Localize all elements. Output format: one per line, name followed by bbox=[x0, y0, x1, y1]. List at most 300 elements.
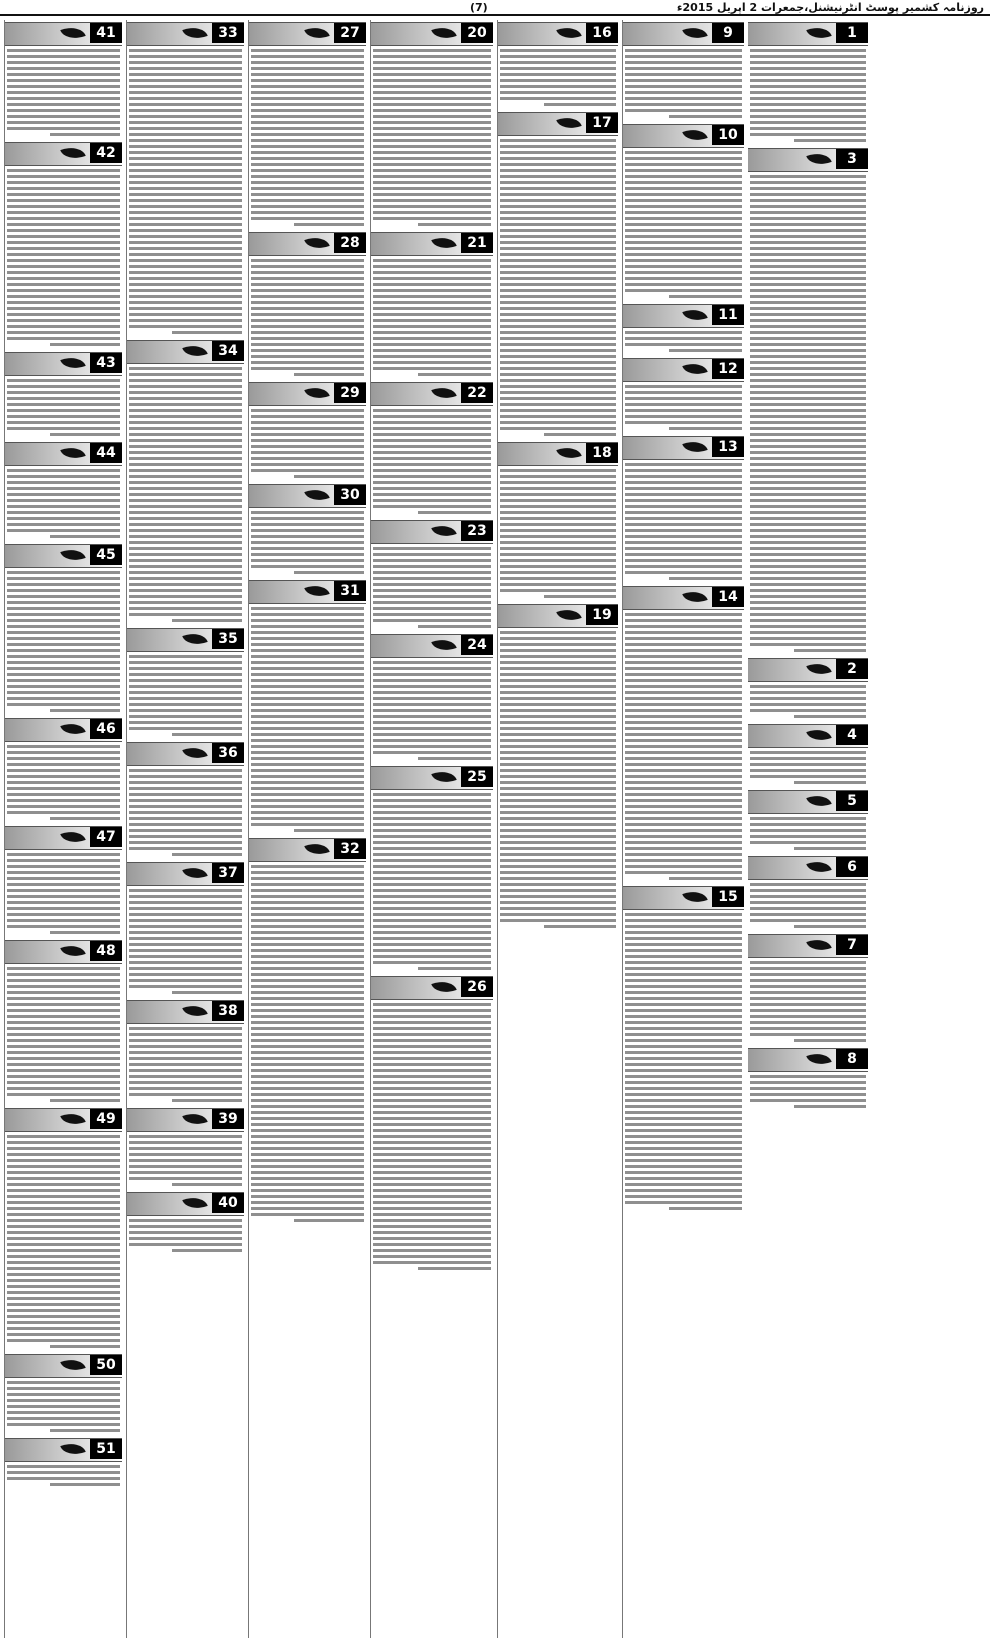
text-line bbox=[7, 1405, 120, 1408]
text-line bbox=[129, 91, 242, 94]
text-line bbox=[50, 1483, 120, 1486]
text-line bbox=[625, 805, 742, 808]
text-line bbox=[129, 847, 242, 850]
text-line bbox=[625, 787, 742, 790]
text-line bbox=[500, 505, 616, 508]
text-line bbox=[129, 319, 242, 322]
text-line bbox=[251, 1093, 364, 1096]
text-line bbox=[373, 811, 491, 814]
text-line bbox=[500, 271, 616, 274]
text-line bbox=[129, 529, 242, 532]
text-line bbox=[373, 805, 491, 808]
text-line bbox=[625, 475, 742, 478]
text-line bbox=[294, 373, 364, 376]
text-line bbox=[294, 829, 364, 832]
text-line bbox=[7, 619, 120, 622]
news-item bbox=[249, 232, 366, 376]
text-line bbox=[373, 271, 491, 274]
text-line bbox=[251, 565, 364, 568]
text-line bbox=[750, 613, 866, 616]
item-number: 21 bbox=[461, 233, 493, 253]
text-line bbox=[625, 811, 742, 814]
text-line bbox=[625, 67, 742, 70]
text-line bbox=[373, 73, 491, 76]
text-line bbox=[373, 835, 491, 838]
text-line bbox=[625, 757, 742, 760]
text-line bbox=[7, 469, 120, 472]
item-body-text bbox=[127, 769, 244, 856]
text-line bbox=[750, 49, 866, 52]
text-line bbox=[625, 853, 742, 856]
text-line bbox=[750, 895, 866, 898]
text-line bbox=[373, 961, 491, 964]
item-number: 47 bbox=[90, 827, 122, 847]
text-line bbox=[669, 877, 742, 880]
text-line bbox=[7, 913, 120, 916]
text-line bbox=[750, 763, 866, 766]
text-line bbox=[7, 259, 120, 262]
item-number: 16 bbox=[586, 23, 618, 43]
text-line bbox=[500, 631, 616, 634]
text-line bbox=[251, 511, 364, 514]
text-line bbox=[373, 115, 491, 118]
text-line bbox=[7, 673, 120, 676]
text-line bbox=[129, 511, 242, 514]
leaf-icon bbox=[806, 857, 831, 878]
text-line bbox=[750, 265, 866, 268]
text-line bbox=[129, 817, 242, 820]
text-line bbox=[373, 889, 491, 892]
text-line bbox=[373, 217, 491, 220]
text-line bbox=[129, 685, 242, 688]
text-line bbox=[373, 751, 491, 754]
text-line bbox=[625, 1129, 742, 1132]
text-line bbox=[7, 1219, 120, 1222]
item-number: 45 bbox=[90, 545, 122, 565]
text-line bbox=[750, 637, 866, 640]
text-line bbox=[7, 667, 120, 670]
text-line bbox=[373, 85, 491, 88]
text-line bbox=[418, 373, 491, 376]
text-line bbox=[625, 1111, 742, 1114]
text-line bbox=[373, 133, 491, 136]
text-line bbox=[251, 271, 364, 274]
text-line bbox=[251, 457, 364, 460]
item-number: 39 bbox=[212, 1109, 244, 1129]
text-line bbox=[625, 1003, 742, 1006]
text-line bbox=[172, 1249, 242, 1252]
text-line bbox=[625, 919, 742, 922]
text-line bbox=[500, 919, 616, 922]
item-header-bar bbox=[748, 22, 868, 46]
text-line bbox=[251, 451, 364, 454]
text-line bbox=[251, 925, 364, 928]
text-line bbox=[373, 1075, 491, 1078]
text-line bbox=[500, 277, 616, 280]
text-line bbox=[7, 967, 120, 970]
leaf-icon bbox=[431, 977, 456, 998]
text-line bbox=[373, 571, 491, 574]
text-line bbox=[373, 841, 491, 844]
text-line bbox=[500, 901, 616, 904]
text-line bbox=[129, 49, 242, 52]
item-number: 17 bbox=[586, 113, 618, 133]
text-line bbox=[129, 1219, 242, 1222]
item-number: 48 bbox=[90, 941, 122, 961]
text-line bbox=[750, 1021, 866, 1024]
text-line bbox=[500, 811, 616, 814]
text-line bbox=[251, 1081, 364, 1084]
text-line bbox=[129, 1045, 242, 1048]
item-body-text bbox=[5, 571, 122, 712]
text-line bbox=[625, 781, 742, 784]
text-line bbox=[129, 517, 242, 520]
text-line bbox=[7, 979, 120, 982]
news-item bbox=[5, 1354, 122, 1432]
text-line bbox=[750, 577, 866, 580]
text-line bbox=[750, 607, 866, 610]
text-line bbox=[794, 781, 866, 784]
text-line bbox=[500, 787, 616, 790]
text-line bbox=[373, 199, 491, 202]
text-line bbox=[625, 859, 742, 862]
text-line bbox=[750, 997, 866, 1000]
text-line bbox=[251, 307, 364, 310]
text-line bbox=[7, 631, 120, 634]
text-line bbox=[500, 889, 616, 892]
text-line bbox=[7, 661, 120, 664]
text-line bbox=[625, 391, 742, 394]
text-line bbox=[750, 685, 866, 688]
text-line bbox=[625, 1117, 742, 1120]
item-body-text bbox=[748, 961, 868, 1042]
news-item bbox=[623, 886, 744, 1210]
text-line bbox=[373, 127, 491, 130]
text-line bbox=[7, 685, 120, 688]
text-line bbox=[129, 163, 242, 166]
text-line bbox=[129, 1063, 242, 1066]
text-line bbox=[373, 1201, 491, 1204]
text-line bbox=[373, 877, 491, 880]
text-line bbox=[129, 823, 242, 826]
text-line bbox=[7, 1147, 120, 1150]
leaf-icon bbox=[806, 791, 831, 812]
news-column bbox=[622, 20, 744, 1638]
text-line bbox=[7, 313, 120, 316]
text-line bbox=[7, 1261, 120, 1264]
text-line bbox=[750, 115, 866, 118]
text-line bbox=[500, 739, 616, 742]
text-line bbox=[129, 709, 242, 712]
text-line bbox=[373, 313, 491, 316]
text-line bbox=[750, 625, 866, 628]
text-line bbox=[750, 1081, 866, 1084]
text-line bbox=[129, 85, 242, 88]
text-line bbox=[7, 583, 120, 586]
text-line bbox=[7, 895, 120, 898]
text-line bbox=[750, 223, 866, 226]
item-number: 42 bbox=[90, 143, 122, 163]
text-line bbox=[251, 295, 364, 298]
text-line bbox=[625, 943, 742, 946]
text-line bbox=[251, 661, 364, 664]
text-line bbox=[251, 517, 364, 520]
text-line bbox=[373, 1069, 491, 1072]
text-line bbox=[500, 565, 616, 568]
text-line bbox=[373, 865, 491, 868]
text-line bbox=[129, 397, 242, 400]
text-line bbox=[7, 973, 120, 976]
news-item bbox=[371, 22, 493, 226]
text-line bbox=[669, 295, 742, 298]
text-line bbox=[50, 535, 120, 538]
item-body-text bbox=[371, 1003, 493, 1270]
text-line bbox=[251, 1159, 364, 1162]
text-line bbox=[625, 49, 742, 52]
text-line bbox=[625, 985, 742, 988]
text-line bbox=[129, 775, 242, 778]
text-line bbox=[251, 433, 364, 436]
text-line bbox=[750, 343, 866, 346]
news-item bbox=[127, 1108, 244, 1186]
text-line bbox=[251, 325, 364, 328]
text-line bbox=[373, 799, 491, 802]
text-line bbox=[251, 1147, 364, 1150]
text-line bbox=[373, 361, 491, 364]
item-body-text bbox=[127, 367, 244, 622]
text-line bbox=[373, 1243, 491, 1246]
text-line bbox=[251, 559, 364, 562]
text-line bbox=[750, 595, 866, 598]
text-line bbox=[373, 109, 491, 112]
text-line bbox=[750, 55, 866, 58]
text-line bbox=[7, 691, 120, 694]
text-line bbox=[50, 133, 120, 136]
text-line bbox=[129, 889, 242, 892]
text-line bbox=[7, 1243, 120, 1246]
item-header-bar bbox=[249, 580, 366, 604]
text-line bbox=[625, 415, 742, 418]
text-line bbox=[750, 535, 866, 538]
text-line bbox=[129, 487, 242, 490]
text-line bbox=[625, 85, 742, 88]
text-line bbox=[251, 1141, 364, 1144]
text-line bbox=[500, 145, 616, 148]
text-line bbox=[251, 1051, 364, 1054]
text-line bbox=[129, 901, 242, 904]
leaf-icon bbox=[60, 719, 85, 740]
text-line bbox=[500, 913, 616, 916]
text-line bbox=[625, 97, 742, 100]
text-line bbox=[500, 829, 616, 832]
news-item bbox=[5, 142, 122, 346]
text-line bbox=[251, 1153, 364, 1156]
text-line bbox=[500, 427, 616, 430]
text-line bbox=[7, 1189, 120, 1192]
text-line bbox=[625, 817, 742, 820]
text-line bbox=[625, 619, 742, 622]
text-line bbox=[500, 397, 616, 400]
text-line bbox=[500, 511, 616, 514]
news-item bbox=[371, 634, 493, 760]
text-line bbox=[750, 541, 866, 544]
text-line bbox=[251, 649, 364, 652]
text-line bbox=[418, 1267, 491, 1270]
text-line bbox=[500, 175, 616, 178]
text-line bbox=[129, 289, 242, 292]
text-line bbox=[251, 217, 364, 220]
text-line bbox=[50, 1345, 120, 1348]
text-line bbox=[500, 487, 616, 490]
text-line bbox=[625, 775, 742, 778]
text-line bbox=[7, 601, 120, 604]
news-column bbox=[497, 20, 618, 1638]
text-line bbox=[373, 505, 491, 508]
text-line bbox=[625, 199, 742, 202]
leaf-icon bbox=[182, 23, 207, 44]
text-line bbox=[7, 67, 120, 70]
text-line bbox=[7, 169, 120, 172]
text-line bbox=[500, 247, 616, 250]
text-line bbox=[500, 583, 616, 586]
leaf-icon bbox=[304, 839, 329, 860]
text-line bbox=[129, 925, 242, 928]
text-line bbox=[373, 895, 491, 898]
text-line bbox=[7, 1021, 120, 1024]
text-line bbox=[294, 475, 364, 478]
text-line bbox=[625, 517, 742, 520]
text-line bbox=[750, 1075, 866, 1078]
item-body-text bbox=[249, 409, 366, 478]
news-item bbox=[371, 766, 493, 970]
text-line bbox=[129, 1087, 242, 1090]
text-line bbox=[625, 727, 742, 730]
text-line bbox=[251, 991, 364, 994]
text-line bbox=[669, 1207, 742, 1210]
text-line bbox=[7, 1207, 120, 1210]
text-line bbox=[669, 349, 742, 352]
text-line bbox=[129, 367, 242, 370]
news-column bbox=[748, 20, 868, 1638]
text-line bbox=[373, 1003, 491, 1006]
text-line bbox=[7, 49, 120, 52]
text-line bbox=[625, 571, 742, 574]
news-item bbox=[748, 790, 868, 850]
text-line bbox=[373, 493, 491, 496]
text-line bbox=[625, 997, 742, 1000]
text-line bbox=[7, 1393, 120, 1396]
text-line bbox=[129, 379, 242, 382]
text-line bbox=[625, 1027, 742, 1030]
text-line bbox=[750, 991, 866, 994]
text-line bbox=[7, 499, 120, 502]
text-line bbox=[625, 565, 742, 568]
text-line bbox=[750, 481, 866, 484]
text-line bbox=[251, 1063, 364, 1066]
text-line bbox=[750, 487, 866, 490]
item-number: 15 bbox=[712, 887, 744, 907]
item-header-bar bbox=[371, 766, 493, 790]
text-line bbox=[750, 961, 866, 964]
item-number: 41 bbox=[90, 23, 122, 43]
text-line bbox=[129, 691, 242, 694]
item-number: 3 bbox=[836, 149, 868, 169]
text-line bbox=[373, 907, 491, 910]
text-line bbox=[373, 577, 491, 580]
news-item bbox=[748, 658, 868, 718]
text-line bbox=[251, 301, 364, 304]
news-item bbox=[5, 1438, 122, 1486]
text-line bbox=[500, 751, 616, 754]
item-header-bar bbox=[5, 718, 122, 742]
text-line bbox=[625, 229, 742, 232]
text-line bbox=[7, 421, 120, 424]
text-line bbox=[500, 85, 616, 88]
text-line bbox=[129, 829, 242, 832]
item-body-text bbox=[5, 745, 122, 820]
text-line bbox=[251, 337, 364, 340]
text-line bbox=[750, 769, 866, 772]
text-line bbox=[50, 931, 120, 934]
text-line bbox=[251, 139, 364, 142]
text-line bbox=[500, 523, 616, 526]
text-line bbox=[7, 1045, 120, 1048]
text-line bbox=[129, 799, 242, 802]
leaf-icon bbox=[431, 767, 456, 788]
text-line bbox=[129, 973, 242, 976]
text-line bbox=[750, 319, 866, 322]
text-line bbox=[129, 127, 242, 130]
text-line bbox=[500, 379, 616, 382]
text-line bbox=[373, 595, 491, 598]
text-line bbox=[129, 271, 242, 274]
text-line bbox=[172, 1183, 242, 1186]
text-line bbox=[129, 1171, 242, 1174]
text-line bbox=[500, 745, 616, 748]
text-line bbox=[7, 493, 120, 496]
text-line bbox=[794, 1039, 866, 1042]
text-line bbox=[251, 109, 364, 112]
text-line bbox=[750, 217, 866, 220]
text-line bbox=[750, 421, 866, 424]
text-line bbox=[7, 1231, 120, 1234]
text-line bbox=[500, 589, 616, 592]
text-line bbox=[7, 1273, 120, 1276]
text-line bbox=[129, 109, 242, 112]
leaf-icon bbox=[60, 1109, 85, 1130]
text-line bbox=[251, 763, 364, 766]
text-line bbox=[625, 835, 742, 838]
text-line bbox=[625, 793, 742, 796]
text-line bbox=[7, 385, 120, 388]
text-line bbox=[625, 631, 742, 634]
item-body-text bbox=[127, 1135, 244, 1186]
news-item bbox=[5, 1108, 122, 1348]
text-line bbox=[7, 787, 120, 790]
item-number: 30 bbox=[334, 485, 366, 505]
text-line bbox=[625, 1141, 742, 1144]
text-line bbox=[7, 1291, 120, 1294]
text-line bbox=[7, 403, 120, 406]
text-line bbox=[544, 103, 616, 106]
text-line bbox=[625, 205, 742, 208]
text-line bbox=[500, 151, 616, 154]
leaf-icon bbox=[806, 725, 831, 746]
text-line bbox=[625, 1171, 742, 1174]
text-line bbox=[7, 865, 120, 868]
text-line bbox=[625, 265, 742, 268]
text-line bbox=[129, 235, 242, 238]
